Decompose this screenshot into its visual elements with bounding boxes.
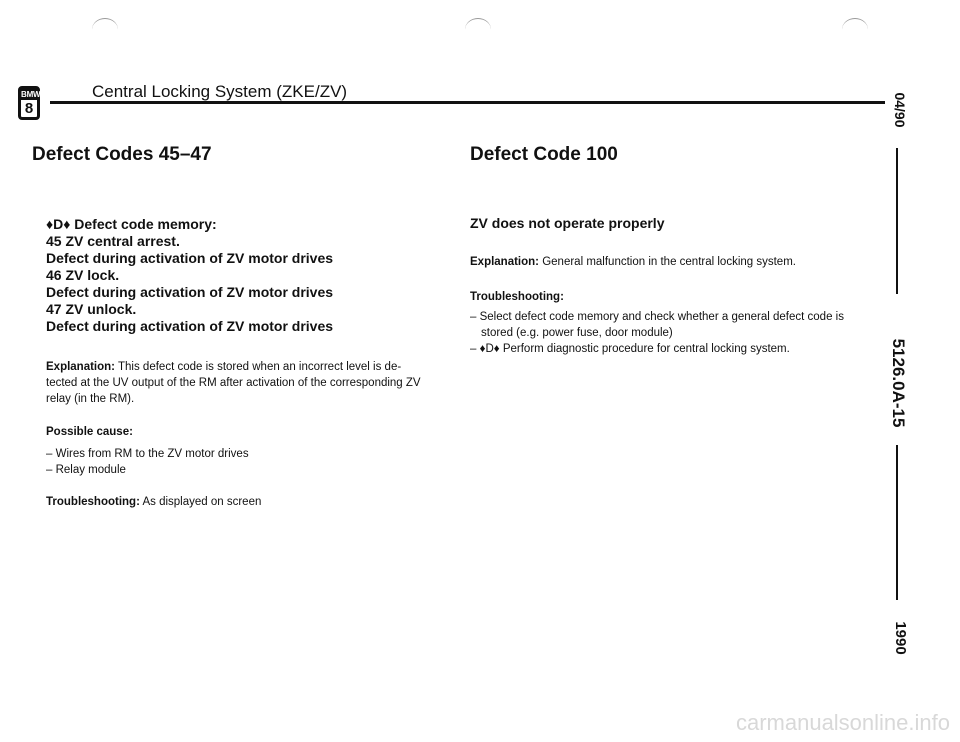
defect-line: 45 ZV central arrest. xyxy=(46,233,180,249)
right-explanation xyxy=(470,254,796,270)
possible-cause-heading: Possible cause: xyxy=(46,426,133,438)
header-rule xyxy=(50,101,885,104)
defect-list xyxy=(46,216,426,335)
right-troubleshooting-label xyxy=(470,289,564,305)
explanation-line: relay (in the RM). xyxy=(46,393,135,405)
corner-mark-left xyxy=(92,18,118,41)
explanation-label: Explanation: xyxy=(470,256,540,268)
logo-series: 8 xyxy=(24,100,34,117)
troubleshooting-steps xyxy=(470,309,870,357)
cause-list xyxy=(46,446,249,478)
step-line: – Select defect code memory and check whether a general defect code is xyxy=(470,311,844,323)
explanation-line: tected at the UV output of the RM after activation of the corresponding ZV xyxy=(46,377,421,389)
watermark: carmanualsonline.info xyxy=(735,710,950,735)
left-explanation xyxy=(46,359,446,407)
defect-line: Defect during activation of ZV motor drives xyxy=(46,284,334,300)
section-title: Central Locking System (ZKE/ZV) xyxy=(92,82,348,101)
explanation-text: General malfunction in the central locking system. xyxy=(542,256,796,268)
cause-item: – Wires from RM to the ZV motor drives xyxy=(46,448,249,460)
left-troubleshooting xyxy=(46,494,261,510)
sidebar-rule xyxy=(896,148,898,294)
bmw-logo xyxy=(18,86,40,120)
troubleshooting-heading: Troubleshooting: xyxy=(470,291,564,303)
corner-mark-right xyxy=(842,18,868,41)
step-line: – ♦D♦ Perform diagnostic procedure for central locking system. xyxy=(470,343,790,355)
defect-line: ♦D♦ Defect code memory: xyxy=(46,216,217,232)
defect-line: Defect during activation of ZV motor drives xyxy=(46,250,334,266)
left-page-title: Defect Codes 45–47 xyxy=(32,144,212,165)
sidebar-rule xyxy=(896,445,898,600)
model-year: 1990 xyxy=(892,621,909,655)
defect-line: 47 ZV unlock. xyxy=(46,301,137,317)
right-page-title: Defect Code 100 xyxy=(470,144,618,165)
defect-line: 46 ZV lock. xyxy=(46,267,120,283)
corner-mark-center xyxy=(465,18,491,41)
step-line: stored (e.g. power fuse, door module) xyxy=(481,327,673,339)
cause-item: – Relay module xyxy=(46,464,126,476)
right-subtitle: ZV does not operate properly xyxy=(470,215,665,231)
explanation-line: This defect code is stored when an incorrect level is de- xyxy=(118,361,402,373)
logo-brand: BMW xyxy=(21,90,41,99)
document-number: 5126.0A-15 xyxy=(889,338,908,428)
troubleshooting-label: Troubleshooting: xyxy=(46,496,140,508)
troubleshooting-text: As displayed on screen xyxy=(142,496,262,508)
revision-date: 04/90 xyxy=(892,92,908,128)
defect-line: Defect during activation of ZV motor drives xyxy=(46,318,334,334)
possible-cause-label xyxy=(46,424,133,440)
explanation-label: Explanation: xyxy=(46,361,116,373)
